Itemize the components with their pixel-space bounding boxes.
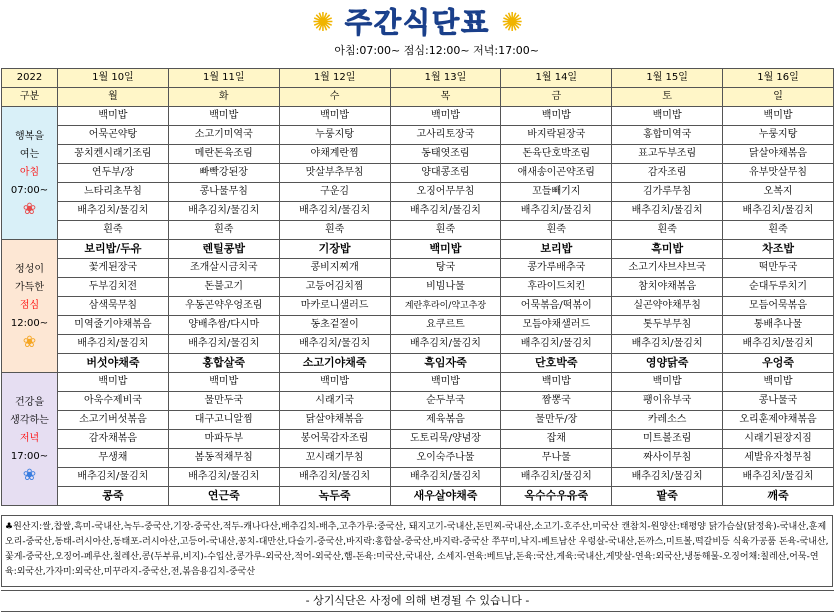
menu-cell: 배추김치/물김치 <box>612 335 723 354</box>
menu-row <box>2 430 834 449</box>
menu-cell: 실곤약야채무침 <box>612 297 723 316</box>
menu-row <box>2 316 834 335</box>
menu-cell: 감자채볶음 <box>58 430 169 449</box>
menu-cell: 렌틸콩밥 <box>168 240 279 259</box>
menu-cell: 누룽지탕 <box>279 126 390 145</box>
day-cell: 금 <box>501 88 612 107</box>
menu-cell: 버섯야채죽 <box>58 354 169 373</box>
menu-cell: 짬뽕국 <box>501 392 612 411</box>
menu-cell: 시래기된장지짐 <box>723 430 834 449</box>
menu-cell: 흰죽 <box>279 221 390 240</box>
menu-cell: 마카로니샐러드 <box>279 297 390 316</box>
menu-cell: 봉어묵감자조림 <box>279 430 390 449</box>
menu-cell: 오이숙주나물 <box>390 449 501 468</box>
flower-icon: ❀ <box>22 465 37 484</box>
section-label-line: 생각하는 <box>10 415 49 426</box>
menu-cell: 콩나물무침 <box>168 183 279 202</box>
menu-cell: 백미밥 <box>390 240 501 259</box>
section-label <box>2 107 58 240</box>
menu-cell: 배추김치/물김치 <box>58 335 169 354</box>
menu-table <box>1 68 834 506</box>
meal-time: 12:00~ <box>10 318 49 329</box>
menu-cell: 느타리초무침 <box>58 183 169 202</box>
menu-cell: 짜사이무침 <box>612 449 723 468</box>
menu-cell: 도토리묵/양념장 <box>390 430 501 449</box>
menu-row <box>2 411 834 430</box>
menu-cell: 양배추쌈/다시마 <box>168 316 279 335</box>
menu-cell: 배추김치/물김치 <box>279 335 390 354</box>
menu-cell: 바지락된장국 <box>501 126 612 145</box>
day-cell: 목 <box>390 88 501 107</box>
menu-row <box>2 449 834 468</box>
menu-cell: 배추김치/물김치 <box>501 468 612 487</box>
menu-cell: 오리훈제야채볶음 <box>723 411 834 430</box>
menu-cell: 흑임자죽 <box>390 354 501 373</box>
menu-cell: 배추김치/물김치 <box>501 335 612 354</box>
menu-cell: 어묵곤약탕 <box>58 126 169 145</box>
menu-cell: 백미밥 <box>168 107 279 126</box>
menu-cell: 소고기버섯볶음 <box>58 411 169 430</box>
menu-row <box>2 392 834 411</box>
menu-cell: 참치야채볶음 <box>612 278 723 297</box>
menu-cell: 백미밥 <box>501 373 612 392</box>
day-cell: 토 <box>612 88 723 107</box>
menu-row <box>2 354 834 373</box>
page-title: 주간식단표 <box>344 6 491 39</box>
menu-cell: 배추김치/물김치 <box>501 202 612 221</box>
menu-cell: 배추김치/물김치 <box>390 202 501 221</box>
meal-name: 저녁 <box>19 433 40 444</box>
menu-cell: 배추김치/물김치 <box>390 335 501 354</box>
menu-cell: 홍합살죽 <box>168 354 279 373</box>
date-cell: 1월 16일 <box>723 69 834 88</box>
day-cell: 일 <box>723 88 834 107</box>
menu-cell: 요쿠르트 <box>390 316 501 335</box>
menu-cell: 배추김치/물김치 <box>168 202 279 221</box>
menu-cell: 오징어무무침 <box>390 183 501 202</box>
menu-row <box>2 107 834 126</box>
menu-cell: 옥수수우유죽 <box>501 487 612 506</box>
menu-cell: 메란돈육조림 <box>168 145 279 164</box>
menu-cell: 잡채 <box>501 430 612 449</box>
day-header-row <box>2 88 834 107</box>
section-label <box>2 373 58 506</box>
menu-cell: 동초겉절이 <box>279 316 390 335</box>
menu-cell: 차조밥 <box>723 240 834 259</box>
menu-cell: 흰죽 <box>501 221 612 240</box>
menu-row <box>2 145 834 164</box>
menu-cell: 흰죽 <box>58 221 169 240</box>
origin-notes: ♣원산지:쌀,찹쌀,흑미-국내산,녹두-중국산,기장-중국산,적두-캐나다산,배추김치-배추,고추가루:중국산, 돼지고기-국내산,돈민찌-국내산,소고기-호주산,미국산 캔참치-원양산:태평양 닭가슴살(닭정육)-국내산,훈제오리-중국산,동태-러시아산,동태포-러시아산,고등어-국내산,꽁치-대만산,다슬기-중국산,바지락:홍합살-중국산,바지락-중국산 쭈꾸미,낙지-베트남산 우렁살-국내산,돈까스,미트볼,떡갈비등 식육가공품 돈육-국내산,꽃게-중국산,오징어-페루산,칠레산,콩(두부류,비지)-수입산,콩가루-외국산,적어-외국산,햄-돈육:미국산,국내산, 소세지-연육:베트남,돈육:국산,게육:국내산,게맛살-연육:외국산,냉동해물-오징어채:칠레산,어묵-연육:외국산,가자미:외국산,미꾸라지-중국산,전,볶음용김치-중국산 <box>5 522 829 577</box>
section-label <box>2 240 58 373</box>
menu-row <box>2 164 834 183</box>
menu-cell: 야채계란찜 <box>279 145 390 164</box>
meal-time: 07:00~ <box>10 185 49 196</box>
menu-cell: 제육볶음 <box>390 411 501 430</box>
menu-cell: 팽이유부국 <box>612 392 723 411</box>
menu-cell: 탕국 <box>390 259 501 278</box>
date-cell: 1월 11일 <box>168 69 279 88</box>
menu-cell: 유부맛살무침 <box>723 164 834 183</box>
menu-cell: 통배추나물 <box>723 316 834 335</box>
menu-cell: 미트볼조림 <box>612 430 723 449</box>
menu-cell: 배추김치/물김치 <box>58 202 169 221</box>
menu-cell: 시래기국 <box>279 392 390 411</box>
day-cell: 월 <box>58 88 169 107</box>
menu-cell: 맛살부추무침 <box>279 164 390 183</box>
menu-row <box>2 240 834 259</box>
menu-cell: 삼색묵무침 <box>58 297 169 316</box>
menu-cell: 깨죽 <box>723 487 834 506</box>
menu-cell: 김가루무침 <box>612 183 723 202</box>
menu-cell: 보리밥/두유 <box>58 240 169 259</box>
menu-cell: 기장밥 <box>279 240 390 259</box>
flower-icon: ❀ <box>22 199 37 218</box>
meal-times: 아침:07:00~ 점심:12:00~ 저녁:17:00~ <box>334 44 539 57</box>
menu-row <box>2 278 834 297</box>
footer-note: - 상기식단은 사정에 의해 변경될 수 있습니다 - <box>1 590 834 612</box>
menu-cell: 백미밥 <box>501 107 612 126</box>
menu-cell: 고등어김치찜 <box>279 278 390 297</box>
section-label-line: 행복을 <box>15 131 44 142</box>
date-header-row <box>2 69 834 88</box>
menu-row <box>2 297 834 316</box>
menu-row <box>2 468 834 487</box>
menu-cell: 닭살야채볶음 <box>723 145 834 164</box>
menu-cell: 백미밥 <box>612 373 723 392</box>
menu-cell: 배추김치/물김치 <box>390 468 501 487</box>
menu-row <box>2 221 834 240</box>
menu-cell: 백미밥 <box>168 373 279 392</box>
menu-cell: 배추김치/물김치 <box>58 468 169 487</box>
date-cell: 1월 13일 <box>390 69 501 88</box>
menu-cell: 떡만두국 <box>723 259 834 278</box>
menu-cell: 배추김치/물김치 <box>168 468 279 487</box>
menu-cell: 연두부/장 <box>58 164 169 183</box>
menu-row <box>2 259 834 278</box>
menu-cell: 물만두국 <box>168 392 279 411</box>
menu-cell: 마파두부 <box>168 430 279 449</box>
section-label-line: 건강을 <box>15 397 44 408</box>
meal-name: 아침 <box>19 167 40 178</box>
menu-cell: 흰죽 <box>612 221 723 240</box>
menu-cell: 대구고니알찜 <box>168 411 279 430</box>
menu-cell: 흰죽 <box>168 221 279 240</box>
menu-cell: 배추김치/물김치 <box>723 468 834 487</box>
menu-cell: 콩비지찌개 <box>279 259 390 278</box>
date-cell: 1월 10일 <box>58 69 169 88</box>
menu-cell: 보리밥 <box>501 240 612 259</box>
menu-cell: 양대콩조림 <box>390 164 501 183</box>
menu-cell: 백미밥 <box>279 107 390 126</box>
menu-cell: 무생채 <box>58 449 169 468</box>
day-cell: 수 <box>279 88 390 107</box>
menu-cell: 배추김치/물김치 <box>168 335 279 354</box>
menu-cell: 연근죽 <box>168 487 279 506</box>
menu-cell: 백미밥 <box>390 373 501 392</box>
section-label-line: 정성이 <box>15 264 44 275</box>
menu-cell: 백미밥 <box>390 107 501 126</box>
menu-cell: 꽁치켄시래기조림 <box>58 145 169 164</box>
menu-cell: 꼬시래기무침 <box>279 449 390 468</box>
menu-cell: 닭살야채볶음 <box>279 411 390 430</box>
menu-cell: 봄동적채무침 <box>168 449 279 468</box>
menu-cell: 백미밥 <box>58 107 169 126</box>
menu-cell: 배추김치/물김치 <box>279 468 390 487</box>
menu-cell: 백미밥 <box>723 373 834 392</box>
menu-row <box>2 373 834 392</box>
group-label-cell: 구분 <box>2 88 58 107</box>
menu-cell: 비빔나물 <box>390 278 501 297</box>
menu-cell: 감자조림 <box>612 164 723 183</box>
menu-cell: 소고기야채죽 <box>279 354 390 373</box>
menu-cell: 흰죽 <box>390 221 501 240</box>
menu-cell: 콩나물국 <box>723 392 834 411</box>
menu-cell: 홍합미역국 <box>612 126 723 145</box>
menu-cell: 백미밥 <box>58 373 169 392</box>
menu-cell: 소고기미역국 <box>168 126 279 145</box>
menu-cell: 흑미밥 <box>612 240 723 259</box>
menu-cell: 백미밥 <box>279 373 390 392</box>
menu-cell: 우동곤약우엉조림 <box>168 297 279 316</box>
menu-cell: 소고기샤브샤브국 <box>612 259 723 278</box>
menu-cell: 세발유자청무침 <box>723 449 834 468</box>
menu-cell: 순대두루치기 <box>723 278 834 297</box>
menu-row <box>2 183 834 202</box>
menu-cell: 구운김 <box>279 183 390 202</box>
date-cell: 1월 14일 <box>501 69 612 88</box>
date-cell: 1월 12일 <box>279 69 390 88</box>
flower-icon: ❀ <box>22 332 37 351</box>
menu-cell: 배추김치/물김치 <box>723 335 834 354</box>
menu-cell: 아욱수제비국 <box>58 392 169 411</box>
menu-cell: 빠빡강된장 <box>168 164 279 183</box>
menu-cell: 표고두부조림 <box>612 145 723 164</box>
menu-cell: 돈불고기 <box>168 278 279 297</box>
section-label-line: 가득한 <box>15 282 44 293</box>
menu-cell: 우엉죽 <box>723 354 834 373</box>
menu-cell: 모듬야채샐러드 <box>501 316 612 335</box>
menu-cell: 배추김치/물김치 <box>723 202 834 221</box>
day-cell: 화 <box>168 88 279 107</box>
year-cell: 2022 <box>2 69 58 88</box>
menu-cell: 백미밥 <box>723 107 834 126</box>
menu-cell: 콩가루배추국 <box>501 259 612 278</box>
menu-cell: 영양닭죽 <box>612 354 723 373</box>
section-label-line: 여는 <box>19 149 40 160</box>
menu-row <box>2 487 834 506</box>
menu-cell: 물만두/장 <box>501 411 612 430</box>
meal-name: 점심 <box>19 300 40 311</box>
menu-cell: 카레소스 <box>612 411 723 430</box>
meal-time: 17:00~ <box>10 451 49 462</box>
title-row <box>0 4 835 42</box>
menu-cell: 후라이드치킨 <box>501 278 612 297</box>
menu-cell: 애새송이곤약조림 <box>501 164 612 183</box>
menu-cell: 배추김치/물김치 <box>279 202 390 221</box>
menu-row <box>2 126 834 145</box>
menu-cell: 톳두부무침 <box>612 316 723 335</box>
menu-cell: 배추김치/물김치 <box>612 468 723 487</box>
menu-cell: 미역줄기야채볶음 <box>58 316 169 335</box>
menu-cell: 조개살시금치국 <box>168 259 279 278</box>
menu-cell: 꼬들빼기지 <box>501 183 612 202</box>
date-cell: 1월 15일 <box>612 69 723 88</box>
menu-cell: 두부김치전 <box>58 278 169 297</box>
menu-row <box>2 202 834 221</box>
menu-cell: 흰죽 <box>723 221 834 240</box>
sunflower-icon: ✺ <box>311 8 334 38</box>
menu-cell: 동태엿조림 <box>390 145 501 164</box>
menu-cell: 계란후라이/약고추장 <box>390 297 501 316</box>
menu-cell: 오복지 <box>723 183 834 202</box>
menu-cell: 돈육단호박조림 <box>501 145 612 164</box>
sunflower-icon: ✺ <box>501 8 524 38</box>
menu-row <box>2 335 834 354</box>
menu-cell: 무나물 <box>501 449 612 468</box>
menu-cell: 모듬어묵볶음 <box>723 297 834 316</box>
menu-cell: 단호박죽 <box>501 354 612 373</box>
menu-cell: 배추김치/물김치 <box>612 202 723 221</box>
menu-cell: 콩죽 <box>58 487 169 506</box>
menu-cell: 고사리토장국 <box>390 126 501 145</box>
menu-cell: 백미밥 <box>612 107 723 126</box>
menu-cell: 새우살야채죽 <box>390 487 501 506</box>
menu-cell: 녹두죽 <box>279 487 390 506</box>
menu-cell: 팥죽 <box>612 487 723 506</box>
menu-cell: 어묵볶음/떡볶이 <box>501 297 612 316</box>
menu-cell: 누룽지탕 <box>723 126 834 145</box>
menu-cell: 순두부국 <box>390 392 501 411</box>
menu-cell: 꽃게된장국 <box>58 259 169 278</box>
